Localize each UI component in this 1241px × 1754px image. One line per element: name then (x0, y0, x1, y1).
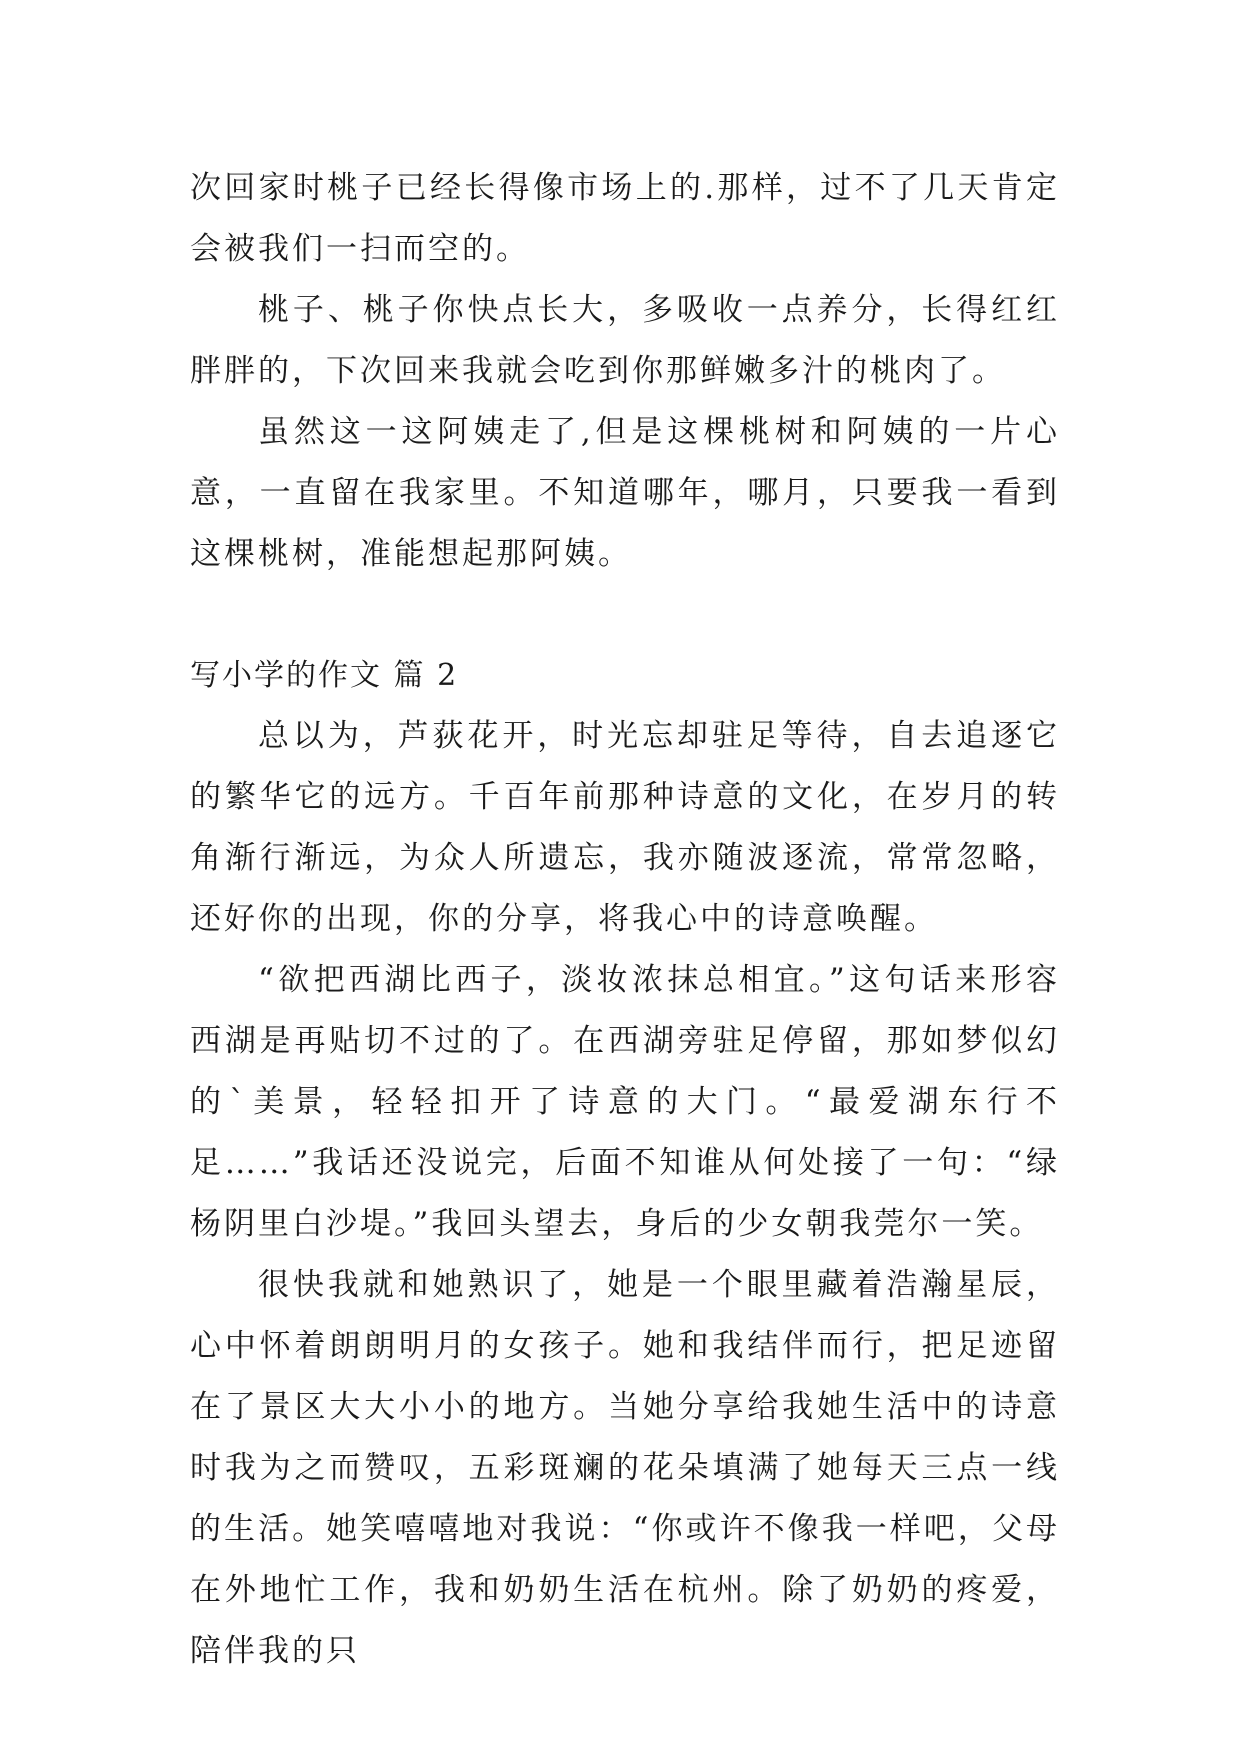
paragraph-reed-flowers: 总以为，芦荻花开，时光忘却驻足等待，自去追逐它的繁华它的远方。千百年前那种诗意的文化，在岁月的转角渐行渐远，为众人所遗忘，我亦随波逐流，常常忽略，还好你的出现，你的分享，将我心中的诗意唤醒。 (190, 718, 1060, 937)
document-page (190, 158, 1060, 1682)
paragraph-peach-tree-memory: 虽然这一这阿姨走了,但是这棵桃树和阿姨的一片心意，一直留在我家里。不知道哪年，哪月，只要我一看到这棵桃树，准能想起那阿姨。 (190, 414, 1060, 572)
paragraph-west-lake: “欲把西湖比西子，淡妆浓抹总相宜。”这句话来形容西湖是再贴切不过的了。在西湖旁驻足停留，那如梦似幻的`美景，轻轻扣开了诗意的大门。“最爱湖东行不足……”我话还没说完，后面不知谁从何处接了一句：“绿杨阴里白沙堤。”我回头望去，身后的少女朝我莞尔一笑。 (190, 962, 1060, 1242)
section-title: 写小学的作文 篇 2 (190, 658, 459, 693)
section-spacer (190, 585, 1060, 645)
paragraph-continued: 次回家时桃子已经长得像市场上的.那样，过不了几天肯定会被我们一扫而空的。 (190, 170, 1060, 267)
paragraph-girl-friend: 很快我就和她熟识了，她是一个眼里藏着浩瀚星辰，心中怀着朗朗明月的女孩子。她和我结伴而行，把足迹留在了景区大大小小的地方。当她分享给我她生活中的诗意时我为之而赞叹，五彩斑斓的花朵填满了她每天三点一线的生活。她笑嘻嘻地对我说：“你或许不像我一样吧，父母在外地忙工作，我和奶奶生活在杭州。除了奶奶的疼爱，陪伴我的只 (190, 1267, 1060, 1669)
paragraph-peach-grow: 桃子、桃子你快点长大，多吸收一点养分，长得红红胖胖的，下次回来我就会吃到你那鲜嫩多汁的桃肉了。 (190, 292, 1060, 389)
